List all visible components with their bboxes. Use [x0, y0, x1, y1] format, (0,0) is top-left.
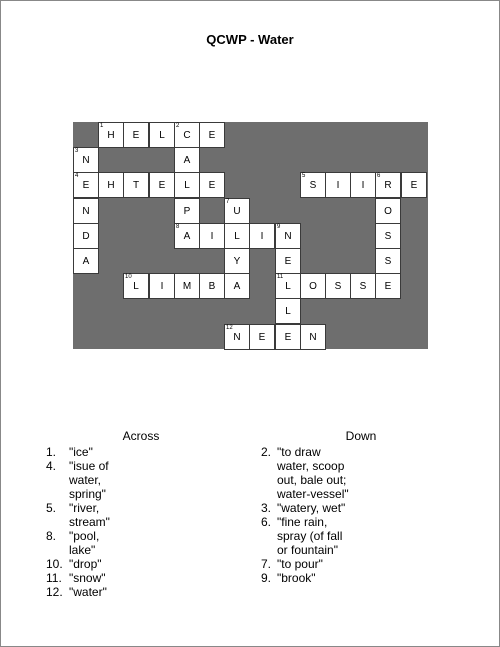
cell-letter: S	[384, 256, 392, 267]
grid-cell[interactable]	[174, 223, 200, 249]
grid-cell[interactable]	[325, 273, 351, 299]
cell-letter: S	[309, 180, 317, 191]
cell-letter: B	[208, 281, 216, 292]
grid-cell[interactable]	[73, 172, 99, 198]
grid-cell[interactable]	[375, 273, 401, 299]
cell-letter: L	[159, 130, 165, 141]
grid-cell[interactable]	[73, 248, 99, 274]
cell-letter: A	[233, 281, 241, 292]
cell-letter: L	[184, 180, 190, 191]
down-clue	[261, 501, 461, 515]
cell-letter: R	[384, 180, 392, 191]
cell-letter: A	[183, 231, 191, 242]
grid-cell[interactable]	[174, 147, 200, 173]
cell-letter: Y	[233, 256, 241, 267]
grid-cell[interactable]	[73, 198, 99, 224]
down-clue-list	[261, 445, 461, 585]
grid-cell[interactable]	[275, 273, 301, 299]
clue-text: "snow"	[69, 571, 106, 585]
cell-letter: S	[384, 231, 392, 242]
cell-letter: L	[285, 306, 291, 317]
clue-text: "watery, wet"	[277, 501, 346, 515]
grid-cell[interactable]	[275, 298, 301, 324]
cell-letter: N	[233, 332, 241, 343]
across-clue	[46, 445, 246, 459]
clue-text: "fine rain, spray (of fall or fountain"	[277, 515, 343, 557]
cell-letter: S	[334, 281, 342, 292]
cell-letter: E	[384, 281, 392, 292]
cell-number: 2	[176, 123, 180, 129]
clue-text: "river, stream"	[69, 501, 110, 529]
clue-text: "pool, lake"	[69, 529, 100, 557]
down-clues	[261, 429, 461, 585]
grid-cell[interactable]	[174, 273, 200, 299]
across-clue	[46, 571, 246, 585]
grid-cell[interactable]	[98, 122, 124, 148]
grid-cell[interactable]	[375, 172, 401, 198]
cell-letter: E	[284, 332, 292, 343]
down-clue	[261, 557, 461, 571]
grid-cell[interactable]	[123, 172, 149, 198]
cell-letter: E	[284, 256, 292, 267]
cell-letter: I	[160, 281, 164, 292]
cell-letter: N	[82, 155, 90, 166]
grid-cell[interactable]	[375, 248, 401, 274]
cell-number: 12	[226, 325, 233, 331]
cell-number: 3	[75, 148, 79, 154]
cell-letter: A	[82, 256, 90, 267]
grid-cell[interactable]	[199, 122, 225, 148]
across-clue	[46, 459, 246, 501]
grid-cell[interactable]	[123, 122, 149, 148]
across-clue	[46, 529, 246, 557]
page-title: QCWP - Water	[206, 32, 294, 47]
cell-letter: I	[210, 231, 214, 242]
grid-cell[interactable]	[375, 223, 401, 249]
cell-letter: D	[82, 231, 90, 242]
cell-letter: A	[183, 155, 191, 166]
cell-letter: L	[234, 231, 240, 242]
cell-letter: E	[208, 130, 216, 141]
grid-cell[interactable]	[401, 172, 427, 198]
across-clue	[46, 501, 246, 529]
clue-text: "to pour"	[277, 557, 323, 571]
across-clues	[46, 429, 246, 599]
grid-cell[interactable]	[300, 172, 326, 198]
grid-cell[interactable]	[149, 122, 175, 148]
down-clue	[261, 445, 461, 501]
grid-cell[interactable]	[375, 198, 401, 224]
cell-letter: L	[285, 281, 291, 292]
clue-number: 7.	[261, 557, 272, 571]
grid-cell[interactable]	[224, 198, 250, 224]
clue-text: "ice"	[69, 445, 93, 459]
cell-number: 10	[125, 274, 132, 280]
grid-cell[interactable]	[350, 172, 376, 198]
cell-number: 7	[226, 199, 230, 205]
grid-cell[interactable]	[224, 223, 250, 249]
clue-number: 2.	[261, 445, 272, 459]
cell-number: 11	[277, 274, 284, 280]
clue-number: 4.	[46, 459, 57, 473]
grid-cell[interactable]	[199, 223, 225, 249]
clue-text: "drop"	[69, 557, 102, 571]
across-heading: Across	[122, 429, 160, 443]
across-clue	[46, 557, 246, 571]
cell-letter: E	[410, 180, 418, 191]
grid-cell[interactable]	[73, 147, 99, 173]
grid-cell[interactable]	[73, 223, 99, 249]
grid-cell[interactable]	[98, 172, 124, 198]
down-heading: Down	[345, 429, 377, 443]
grid-cell[interactable]	[224, 248, 250, 274]
grid-cell[interactable]	[249, 324, 275, 350]
grid-cell[interactable]	[174, 198, 200, 224]
clue-number: 5.	[46, 501, 57, 515]
across-clue-list	[46, 445, 246, 599]
cell-letter: I	[260, 231, 264, 242]
crossword-grid	[73, 122, 428, 349]
grid-cell[interactable]	[149, 172, 175, 198]
clue-text: "brook"	[277, 571, 316, 585]
cell-letter: P	[183, 206, 191, 217]
cell-letter: O	[384, 206, 392, 217]
grid-cell[interactable]	[275, 248, 301, 274]
cell-letter: E	[82, 180, 90, 191]
cell-letter: H	[107, 180, 115, 191]
down-clue	[261, 515, 461, 557]
cell-number: 8	[176, 224, 180, 230]
cell-letter: N	[82, 206, 90, 217]
clue-number: 3.	[261, 501, 272, 515]
clue-number: 1.	[46, 445, 57, 459]
grid-cell[interactable]	[149, 273, 175, 299]
grid-cell[interactable]	[300, 324, 326, 350]
cell-letter: I	[361, 180, 365, 191]
cell-letter: U	[233, 206, 241, 217]
grid-cell[interactable]	[275, 223, 301, 249]
clue-text: "water"	[69, 585, 107, 599]
cell-letter: E	[158, 180, 166, 191]
cell-letter: E	[208, 180, 216, 191]
cell-letter: I	[336, 180, 340, 191]
clue-number: 12.	[46, 585, 63, 599]
cell-letter: M	[182, 281, 192, 292]
grid-cell[interactable]	[123, 273, 149, 299]
grid-cell[interactable]	[350, 273, 376, 299]
grid-cell[interactable]	[300, 273, 326, 299]
clue-text: "to draw water, scoop out, bale out; water-vessel"	[277, 445, 349, 501]
grid-cell[interactable]	[275, 324, 301, 350]
cell-letter: S	[359, 281, 367, 292]
cell-letter: L	[133, 281, 139, 292]
grid-cell[interactable]	[224, 324, 250, 350]
cell-letter: H	[107, 130, 115, 141]
grid-cell[interactable]	[325, 172, 351, 198]
clue-number: 11.	[46, 571, 62, 585]
grid-cell[interactable]	[199, 172, 225, 198]
cell-letter: E	[258, 332, 266, 343]
across-clue	[46, 585, 246, 599]
cell-letter: N	[309, 332, 317, 343]
down-clue	[261, 571, 461, 585]
grid-cell[interactable]	[174, 122, 200, 148]
cell-number: 4	[75, 173, 79, 179]
clue-number: 10.	[46, 557, 63, 571]
cell-letter: O	[309, 281, 317, 292]
grid-cell[interactable]	[174, 172, 200, 198]
grid-cell[interactable]	[199, 273, 225, 299]
cell-letter: N	[284, 231, 292, 242]
clue-number: 6.	[261, 515, 272, 529]
cell-number: 5	[302, 173, 306, 179]
cell-letter: T	[132, 180, 140, 191]
cell-number: 1	[100, 123, 104, 129]
cell-number: 9	[277, 224, 281, 230]
clue-number: 8.	[46, 529, 57, 543]
clue-text: "isue of water, spring"	[69, 459, 109, 501]
cell-letter: C	[183, 130, 191, 141]
cell-letter: E	[132, 130, 140, 141]
clue-number: 9.	[261, 571, 272, 585]
grid-cell[interactable]	[224, 273, 250, 299]
grid-cell[interactable]	[249, 223, 275, 249]
cell-number: 6	[377, 173, 381, 179]
